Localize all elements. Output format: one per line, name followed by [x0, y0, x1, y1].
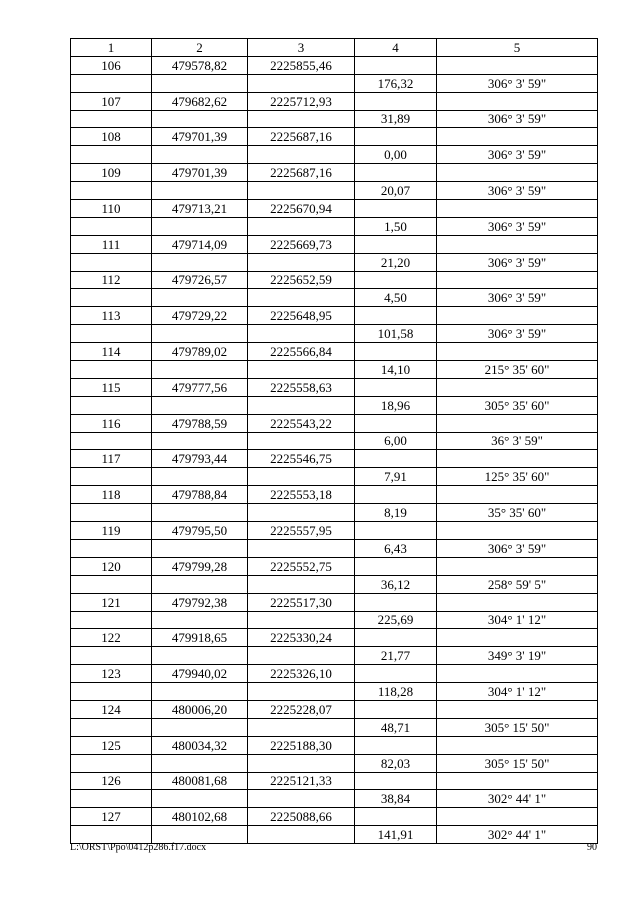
distance-cell: 225,69 [355, 611, 437, 629]
point-number-cell [71, 110, 152, 128]
x-coordinate-cell [152, 683, 248, 701]
x-coordinate-cell [152, 253, 248, 271]
bearing-cell: 302° 44' 1" [437, 826, 598, 844]
x-coordinate-cell: 479701,39 [152, 128, 248, 146]
distance-cell: 101,58 [355, 325, 437, 343]
footer-file-path: L:\ORST\Ppo\0412p286.f17.docx [70, 842, 207, 853]
bearing-cell: 306° 3' 59" [437, 110, 598, 128]
point-number-cell: 117 [71, 450, 152, 468]
column-header-3: 3 [248, 39, 355, 57]
y-coordinate-cell [248, 504, 355, 522]
point-number-cell [71, 504, 152, 522]
table-row [71, 146, 598, 164]
distance-cell: 1,50 [355, 217, 437, 235]
x-coordinate-cell: 479940,02 [152, 665, 248, 683]
distance-cell [355, 343, 437, 361]
x-coordinate-cell [152, 146, 248, 164]
table-row [71, 718, 598, 736]
distance-cell [355, 450, 437, 468]
point-number-cell: 110 [71, 200, 152, 218]
point-number-cell [71, 146, 152, 164]
table-row [71, 450, 598, 468]
point-number-cell: 122 [71, 629, 152, 647]
distance-cell [355, 736, 437, 754]
x-coordinate-cell: 479792,38 [152, 593, 248, 611]
y-coordinate-cell [248, 289, 355, 307]
x-coordinate-cell [152, 647, 248, 665]
y-coordinate-cell: 2225121,33 [248, 772, 355, 790]
point-number-cell: 123 [71, 665, 152, 683]
bearing-cell: 258° 59' 5" [437, 575, 598, 593]
bearing-cell: 306° 3' 59" [437, 325, 598, 343]
x-coordinate-cell: 479788,84 [152, 486, 248, 504]
table-row [71, 557, 598, 575]
table-row [71, 647, 598, 665]
coordinates-table [70, 38, 598, 844]
point-number-cell: 108 [71, 128, 152, 146]
distance-cell [355, 128, 437, 146]
bearing-cell [437, 164, 598, 182]
x-coordinate-cell: 479788,59 [152, 414, 248, 432]
y-coordinate-cell: 2225543,22 [248, 414, 355, 432]
table-row [71, 522, 598, 540]
table-row [71, 56, 598, 74]
y-coordinate-cell: 2225652,59 [248, 271, 355, 289]
point-number-cell [71, 647, 152, 665]
y-coordinate-cell [248, 718, 355, 736]
bearing-cell: 306° 3' 59" [437, 253, 598, 271]
distance-cell: 14,10 [355, 361, 437, 379]
y-coordinate-cell: 2225558,63 [248, 378, 355, 396]
table-row [71, 700, 598, 718]
table-row [71, 826, 598, 844]
x-coordinate-cell [152, 790, 248, 808]
point-number-cell [71, 683, 152, 701]
point-number-cell [71, 182, 152, 200]
x-coordinate-cell [152, 826, 248, 844]
y-coordinate-cell [248, 611, 355, 629]
x-coordinate-cell: 479713,21 [152, 200, 248, 218]
table-row [71, 539, 598, 557]
x-coordinate-cell [152, 182, 248, 200]
distance-cell [355, 414, 437, 432]
x-coordinate-cell [152, 468, 248, 486]
point-number-cell: 111 [71, 235, 152, 253]
y-coordinate-cell: 2225557,95 [248, 522, 355, 540]
table-row [71, 217, 598, 235]
table-row [71, 271, 598, 289]
bearing-cell [437, 128, 598, 146]
distance-cell [355, 522, 437, 540]
column-header-2: 2 [152, 39, 248, 57]
point-number-cell [71, 790, 152, 808]
y-coordinate-cell [248, 826, 355, 844]
bearing-cell [437, 450, 598, 468]
table-row [71, 235, 598, 253]
distance-cell: 82,03 [355, 754, 437, 772]
point-number-cell: 120 [71, 557, 152, 575]
point-number-cell: 127 [71, 808, 152, 826]
bearing-cell [437, 378, 598, 396]
point-number-cell: 118 [71, 486, 152, 504]
table-row [71, 468, 598, 486]
distance-cell [355, 164, 437, 182]
point-number-cell: 124 [71, 700, 152, 718]
y-coordinate-cell [248, 253, 355, 271]
distance-cell [355, 56, 437, 74]
y-coordinate-cell [248, 790, 355, 808]
x-coordinate-cell [152, 110, 248, 128]
column-header-4: 4 [355, 39, 437, 57]
x-coordinate-cell [152, 718, 248, 736]
distance-cell: 4,50 [355, 289, 437, 307]
bearing-cell [437, 414, 598, 432]
table-row [71, 414, 598, 432]
x-coordinate-cell [152, 217, 248, 235]
point-number-cell [71, 217, 152, 235]
distance-cell: 118,28 [355, 683, 437, 701]
distance-cell [355, 700, 437, 718]
y-coordinate-cell [248, 146, 355, 164]
distance-cell [355, 92, 437, 110]
distance-cell: 7,91 [355, 468, 437, 486]
point-number-cell: 116 [71, 414, 152, 432]
x-coordinate-cell: 479793,44 [152, 450, 248, 468]
distance-cell: 176,32 [355, 74, 437, 92]
x-coordinate-cell: 480102,68 [152, 808, 248, 826]
x-coordinate-cell [152, 504, 248, 522]
y-coordinate-cell [248, 325, 355, 343]
bearing-cell [437, 200, 598, 218]
point-number-cell [71, 325, 152, 343]
distance-cell [355, 772, 437, 790]
x-coordinate-cell [152, 325, 248, 343]
distance-cell [355, 629, 437, 647]
x-coordinate-cell [152, 575, 248, 593]
table-row [71, 110, 598, 128]
y-coordinate-cell: 2225669,73 [248, 235, 355, 253]
y-coordinate-cell: 2225566,84 [248, 343, 355, 361]
distance-cell: 20,07 [355, 182, 437, 200]
y-coordinate-cell: 2225326,10 [248, 665, 355, 683]
table-row [71, 611, 598, 629]
table-row [71, 593, 598, 611]
distance-cell: 21,77 [355, 647, 437, 665]
y-coordinate-cell [248, 539, 355, 557]
distance-cell: 6,00 [355, 432, 437, 450]
bearing-cell [437, 593, 598, 611]
bearing-cell: 306° 3' 59" [437, 539, 598, 557]
table-row [71, 736, 598, 754]
distance-cell: 18,96 [355, 396, 437, 414]
distance-cell [355, 307, 437, 325]
bearing-cell: 125° 35' 60" [437, 468, 598, 486]
y-coordinate-cell [248, 754, 355, 772]
y-coordinate-cell: 2225855,46 [248, 56, 355, 74]
bearing-cell: 305° 35' 60" [437, 396, 598, 414]
point-number-cell [71, 575, 152, 593]
distance-cell [355, 378, 437, 396]
point-number-cell: 121 [71, 593, 152, 611]
distance-cell [355, 271, 437, 289]
table-row [71, 289, 598, 307]
bearing-cell [437, 56, 598, 74]
point-number-cell [71, 361, 152, 379]
bearing-cell [437, 271, 598, 289]
y-coordinate-cell: 2225648,95 [248, 307, 355, 325]
x-coordinate-cell [152, 754, 248, 772]
column-header-5: 5 [437, 39, 598, 57]
point-number-cell: 119 [71, 522, 152, 540]
y-coordinate-cell: 2225687,16 [248, 164, 355, 182]
y-coordinate-cell: 2225517,30 [248, 593, 355, 611]
point-number-cell: 115 [71, 378, 152, 396]
distance-cell [355, 808, 437, 826]
table-row [71, 361, 598, 379]
x-coordinate-cell [152, 611, 248, 629]
point-number-cell [71, 826, 152, 844]
x-coordinate-cell: 479578,82 [152, 56, 248, 74]
table-row [71, 307, 598, 325]
point-number-cell [71, 539, 152, 557]
table-row [71, 772, 598, 790]
distance-cell: 48,71 [355, 718, 437, 736]
y-coordinate-cell: 2225687,16 [248, 128, 355, 146]
bearing-cell [437, 665, 598, 683]
bearing-cell [437, 629, 598, 647]
bearing-cell: 35° 35' 60" [437, 504, 598, 522]
distance-cell [355, 665, 437, 683]
table-row [71, 808, 598, 826]
table-row [71, 665, 598, 683]
table-row [71, 164, 598, 182]
x-coordinate-cell [152, 361, 248, 379]
point-number-cell [71, 289, 152, 307]
y-coordinate-cell [248, 683, 355, 701]
distance-cell [355, 235, 437, 253]
point-number-cell: 114 [71, 343, 152, 361]
table-row [71, 182, 598, 200]
y-coordinate-cell [248, 396, 355, 414]
point-number-cell: 109 [71, 164, 152, 182]
table-row [71, 790, 598, 808]
bearing-cell: 305° 15' 50" [437, 718, 598, 736]
table-row [71, 92, 598, 110]
y-coordinate-cell [248, 468, 355, 486]
distance-cell [355, 486, 437, 504]
y-coordinate-cell [248, 647, 355, 665]
distance-cell [355, 593, 437, 611]
y-coordinate-cell: 2225088,66 [248, 808, 355, 826]
bearing-cell: 306° 3' 59" [437, 182, 598, 200]
y-coordinate-cell: 2225330,24 [248, 629, 355, 647]
distance-cell: 36,12 [355, 575, 437, 593]
x-coordinate-cell: 479918,65 [152, 629, 248, 647]
bearing-cell [437, 772, 598, 790]
distance-cell: 8,19 [355, 504, 437, 522]
bearing-cell [437, 522, 598, 540]
bearing-cell [437, 736, 598, 754]
table-row [71, 128, 598, 146]
point-number-cell [71, 74, 152, 92]
bearing-cell: 215° 35' 60" [437, 361, 598, 379]
x-coordinate-cell [152, 289, 248, 307]
y-coordinate-cell: 2225552,75 [248, 557, 355, 575]
bearing-cell [437, 700, 598, 718]
table-row [71, 378, 598, 396]
point-number-cell: 125 [71, 736, 152, 754]
bearing-cell: 306° 3' 59" [437, 289, 598, 307]
distance-cell: 6,43 [355, 539, 437, 557]
x-coordinate-cell [152, 539, 248, 557]
y-coordinate-cell [248, 110, 355, 128]
point-number-cell [71, 611, 152, 629]
table-row [71, 486, 598, 504]
bearing-cell [437, 92, 598, 110]
x-coordinate-cell [152, 432, 248, 450]
bearing-cell [437, 486, 598, 504]
x-coordinate-cell: 480034,32 [152, 736, 248, 754]
bearing-cell: 306° 3' 59" [437, 74, 598, 92]
bearing-cell: 306° 3' 59" [437, 146, 598, 164]
point-number-cell [71, 396, 152, 414]
distance-cell: 141,91 [355, 826, 437, 844]
point-number-cell: 112 [71, 271, 152, 289]
y-coordinate-cell: 2225546,75 [248, 450, 355, 468]
distance-cell [355, 200, 437, 218]
bearing-cell: 305° 15' 50" [437, 754, 598, 772]
y-coordinate-cell [248, 217, 355, 235]
footer-page-number: 90 [587, 842, 597, 853]
point-number-cell: 113 [71, 307, 152, 325]
point-number-cell [71, 468, 152, 486]
x-coordinate-cell: 479682,62 [152, 92, 248, 110]
point-number-cell [71, 432, 152, 450]
point-number-cell [71, 253, 152, 271]
table-row [71, 575, 598, 593]
x-coordinate-cell: 480006,20 [152, 700, 248, 718]
y-coordinate-cell [248, 432, 355, 450]
y-coordinate-cell: 2225188,30 [248, 736, 355, 754]
distance-cell: 31,89 [355, 110, 437, 128]
x-coordinate-cell: 479795,50 [152, 522, 248, 540]
y-coordinate-cell [248, 575, 355, 593]
y-coordinate-cell [248, 182, 355, 200]
point-number-cell [71, 754, 152, 772]
bearing-cell [437, 343, 598, 361]
bearing-cell [437, 307, 598, 325]
x-coordinate-cell: 479789,02 [152, 343, 248, 361]
bearing-cell [437, 557, 598, 575]
x-coordinate-cell: 479799,28 [152, 557, 248, 575]
x-coordinate-cell [152, 74, 248, 92]
point-number-cell: 107 [71, 92, 152, 110]
x-coordinate-cell [152, 396, 248, 414]
bearing-cell [437, 808, 598, 826]
bearing-cell: 306° 3' 59" [437, 217, 598, 235]
y-coordinate-cell: 2225228,07 [248, 700, 355, 718]
table-row [71, 253, 598, 271]
bearing-cell: 302° 44' 1" [437, 790, 598, 808]
distance-cell [355, 557, 437, 575]
point-number-cell: 106 [71, 56, 152, 74]
table-row [71, 200, 598, 218]
y-coordinate-cell: 2225712,93 [248, 92, 355, 110]
table-row [71, 629, 598, 647]
distance-cell: 0,00 [355, 146, 437, 164]
column-header-1: 1 [71, 39, 152, 57]
table-header-row [71, 39, 598, 57]
bearing-cell: 304° 1' 12" [437, 611, 598, 629]
table-body [71, 56, 598, 843]
x-coordinate-cell: 480081,68 [152, 772, 248, 790]
table-row [71, 396, 598, 414]
table-row [71, 432, 598, 450]
distance-cell: 21,20 [355, 253, 437, 271]
bearing-cell [437, 235, 598, 253]
table-row [71, 325, 598, 343]
y-coordinate-cell: 2225670,94 [248, 200, 355, 218]
point-number-cell [71, 718, 152, 736]
table-row [71, 504, 598, 522]
bearing-cell: 36° 3' 59" [437, 432, 598, 450]
table-row [71, 683, 598, 701]
table-row [71, 343, 598, 361]
y-coordinate-cell [248, 361, 355, 379]
table-row [71, 74, 598, 92]
y-coordinate-cell [248, 74, 355, 92]
bearing-cell: 349° 3' 19" [437, 647, 598, 665]
bearing-cell: 304° 1' 12" [437, 683, 598, 701]
x-coordinate-cell: 479726,57 [152, 271, 248, 289]
x-coordinate-cell: 479777,56 [152, 378, 248, 396]
point-number-cell: 126 [71, 772, 152, 790]
x-coordinate-cell: 479714,09 [152, 235, 248, 253]
x-coordinate-cell: 479701,39 [152, 164, 248, 182]
y-coordinate-cell: 2225553,18 [248, 486, 355, 504]
table-row [71, 754, 598, 772]
distance-cell: 38,84 [355, 790, 437, 808]
x-coordinate-cell: 479729,22 [152, 307, 248, 325]
